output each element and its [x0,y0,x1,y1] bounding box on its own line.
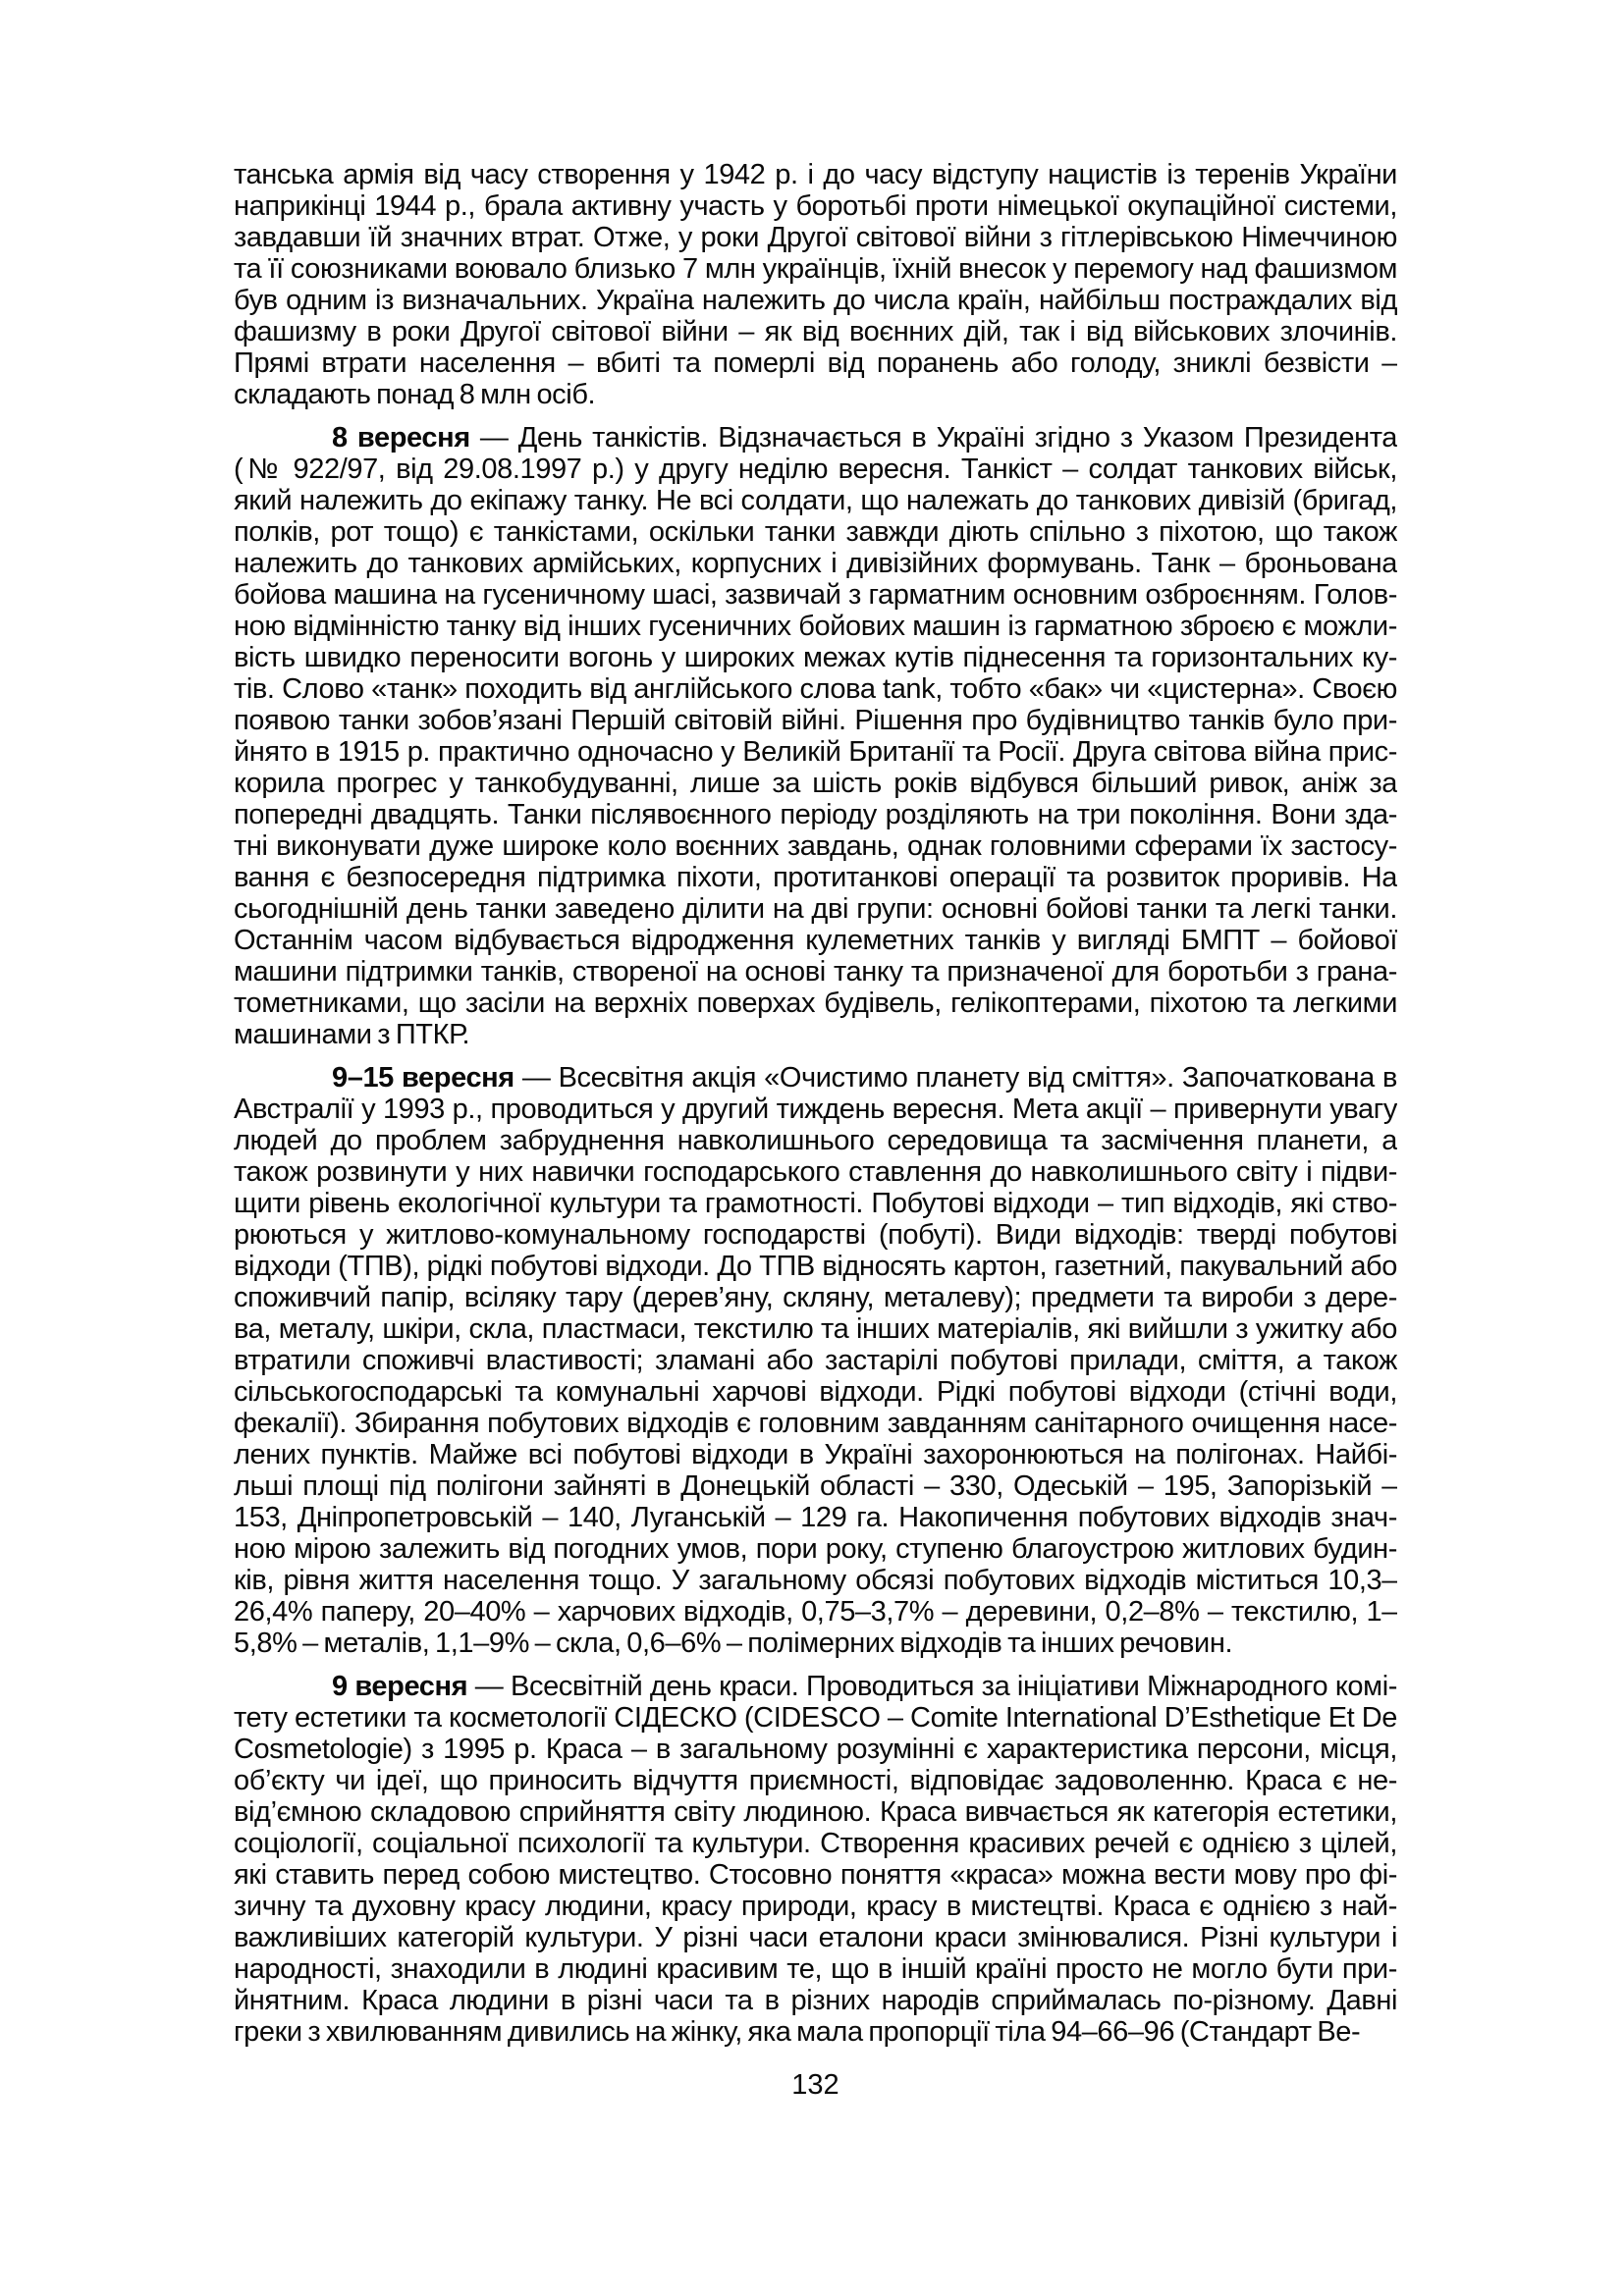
text-line: споживчий папір, всіляку тару (дерев’яну, скляну, металеву); предмети та вироби з дере- [234,1282,1397,1313]
text-line: Прямі втрати населення – вбиті та померлі від поранень або голоду, зниклі безвісти – [234,347,1397,379]
text-line: фашизму в роки Другої світової війни – як від воєнних дій, так і від військових злочинів. [234,316,1397,347]
text-line: зичну та духовну красу людини, красу природи, красу в мистецтві. Краса є однією з най- [234,1891,1397,1922]
text-line: та її союзниками воювало близько 7 млн українців, їхній внесок у перемогу над фашизмом [234,253,1397,285]
text-line: завдавши їй значних втрат. Отже, у роки Другої світової війни з гітлерівською Німеччиною [234,222,1397,253]
text-line: Австралії у 1993 р., проводиться у другий тиждень вересня. Мета акції – привернути увагу [234,1094,1397,1125]
text-line: греки з хвилюванням дивились на жінку, яка мала пропорції тіла 94–66–96 (Стандарт Ве- [234,2016,1361,2048]
text-line: корила прогрес у танкобудуванні, лише за шість років відбувся більший ривок, аніж за [234,768,1397,799]
text-line: соціології, соціальної психології та культури. Створення красивих речей є однією з цілей, [234,1828,1397,1859]
paragraph [234,159,1397,410]
text-line: сьогоднішній день танки заведено ділити на дві групи: основні бойові танки та легкі танки. [234,893,1397,925]
text-line: ва, металу, шкіри, скла, пластмаси, текстилю та інших матеріалів, які вийшли з ужитку або [234,1313,1397,1345]
text-line: йнятним. Краса людини в різні часи та в різних народів сприймалась по-різному. Давні [234,1985,1397,2016]
text-line: втратили споживчі властивості; зламані або застарілі побутові прилади, сміття, а також [234,1345,1397,1376]
date-heading: 8 вересня [332,422,470,454]
text-line: фекалії). Збирання побутових відходів є головним завданням санітарного очищення насе- [234,1408,1397,1439]
text-line: ною відмінністю танку від інших гусеничних бойових машин із гарматною зброєю є можли- [234,611,1397,642]
paragraph [234,422,1397,1050]
text-line: льші площі під полігони зайняті в Донецькій області – 330, Одеській – 195, Запорізькій – [234,1470,1397,1502]
text-line: 26,4% паперу, 20–40% – харчових відходів, 0,75–3,7% – деревини, 0,2–8% – текстилю, 1– [234,1596,1397,1628]
text-line: появою танки зобов’язані Першій світовій війні. Рішення про будівництво танків було при- [234,705,1397,736]
text-line: був одним із визначальних. Україна належить до числа країн, найбільш постраждалих від [234,285,1397,316]
text-line: тів. Слово «танк» походить від англійського слова tank, тобто «бак» чи «цистерна». Своєю [234,673,1397,705]
text-line: який належить до екіпажу танку. Не всі солдати, що належать до танкових дивізій (бригад, [234,485,1397,516]
text-line: від’ємною складовою сприйняття світу людиною. Краса вивчається як категорія естетики, [234,1796,1397,1828]
text-line: попередні двадцять. Танки післявоєнного періоду розділяють на три покоління. Вони зда- [234,799,1397,830]
text-line: машини підтримки танків, створеної на основі танку та призначеної для боротьби з грана- [234,956,1397,988]
text-line: які ставить перед собою мистецтво. Стосовно поняття «краса» можна вести мову про фі- [234,1859,1397,1891]
paragraph [234,1062,1397,1659]
text-line: складають понад 8 млн осіб. [234,379,596,410]
text-line: тні виконувати дуже широке коло воєнних завдань, однак головними сферами їх застосу- [234,830,1397,862]
text-line: танська армія від часу створення у 1942 р. і до часу відступу нацистів із теренів України [234,159,1397,190]
text-line: лених пунктів. Майже всі побутові відходи в Україні захоронюються на полігонах. Найбі- [234,1439,1397,1470]
text-line: об’єкту чи ідеї, що приносить відчуття приємності, відповідає задоволенню. Краса є не- [234,1765,1397,1796]
text-line: також розвинути у них навички господарського ставлення до навколишнього світу і підви- [234,1156,1397,1188]
text-line: людей до проблем забруднення навколишнього середовища та засмічення планети, а [234,1125,1397,1156]
text-line: сільськогосподарські та комунальні харчові відходи. Рідкі побутові відходи (стічні води, [234,1376,1397,1408]
text-line: 9–15 вересня — Всесвітня акція «Очистимо планету від сміття». Започаткована в [332,1062,1397,1094]
date-heading: 9–15 вересня [332,1062,514,1094]
text-line: ною мірою залежить від погодних умов, пори року, ступеню благоустрою житлових будин- [234,1533,1397,1565]
text-line: Cosmetologie) з 1995 р. Краса – в загальному розумінні є характеристика персони, місця, [234,1734,1397,1765]
text-line: рюються у житлово-комунальному господарстві (побуті). Види відходів: тверді побутові [234,1219,1397,1251]
text-line: тету естетики та косметології СІДЕСКО (CIDESCO – Comite International D’Esthetique Et De [234,1702,1397,1734]
text-line: 153, Дніпропетровській – 140, Луганській – 129 га. Накопичення побутових відходів знач- [234,1502,1397,1533]
text-line: (№ 922/97, від 29.08.1997 р.) у другу неділю вересня. Танкіст – солдат танкових військ, [234,454,1397,485]
text-line: вання є безпосередня підтримка піхоти, протитанкові операції та розвиток проривів. На [234,862,1397,893]
text-line: тометниками, що засіли на верхніх поверхах будівель, гелікоптерами, піхотою та легкими [234,988,1397,1019]
text-line: ків, рівня життя населення тощо. У загальному обсязі побутових відходів міститься 10,3– [234,1565,1397,1596]
text-line: машинами з ПТКР. [234,1019,470,1050]
text-line: 5,8% – металів, 1,1–9% – скла, 0,6–6% – полімерних відходів та інших речовин. [234,1628,1233,1659]
text-line: щити рівень екологічної культури та грамотності. Побутові відходи – тип відходів, які ство- [234,1188,1397,1219]
text-line: вість швидко переносити вогонь у широких межах кутів піднесення та горизонтальних ку- [234,642,1397,673]
text-line: важливіших категорій культури. У різні часи еталони краси змінювалися. Різні культури і [234,1922,1397,1953]
text-line: народності, знаходили в людині красивим те, що в іншій країні просто не могло бути при- [234,1953,1397,1985]
page-number: 132 [791,2069,839,2101]
text-line: наприкінці 1944 р., брала активну участь у боротьбі проти німецької окупаційної системи, [234,190,1397,222]
text-line: полків, рот тощо) є танкістами, оскільки танки завжди діють спільно з піхотою, що також [234,516,1397,548]
text-line: 8 вересня — День танкістів. Відзначається в Україні згідно з Указом Президента [332,422,1397,454]
text-block [234,159,1397,2048]
text-line: відходи (ТПВ), рідкі побутові відходи. До ТПВ відносять картон, газетний, пакувальний або [234,1251,1397,1282]
text-line: належить до танкових армійських, корпусних і дивізійних формувань. Танк – броньована [234,548,1397,579]
text-line: Останнім часом відбувається відродження кулеметних танків у вигляді БМПТ – бойової [234,925,1397,956]
text-line: йнято в 1915 р. практично одночасно у Великій Британії та Росії. Друга світова війна прис- [234,736,1397,768]
paragraph [234,1671,1397,2048]
date-heading: 9 вересня [332,1671,468,1702]
text-line: 9 вересня — Всесвітній день краси. Проводиться за ініціативи Міжнародного комі- [332,1671,1397,1702]
text-line: бойова машина на гусеничному шасі, зазвичай з гарматним основним озброєнням. Голов- [234,579,1397,611]
